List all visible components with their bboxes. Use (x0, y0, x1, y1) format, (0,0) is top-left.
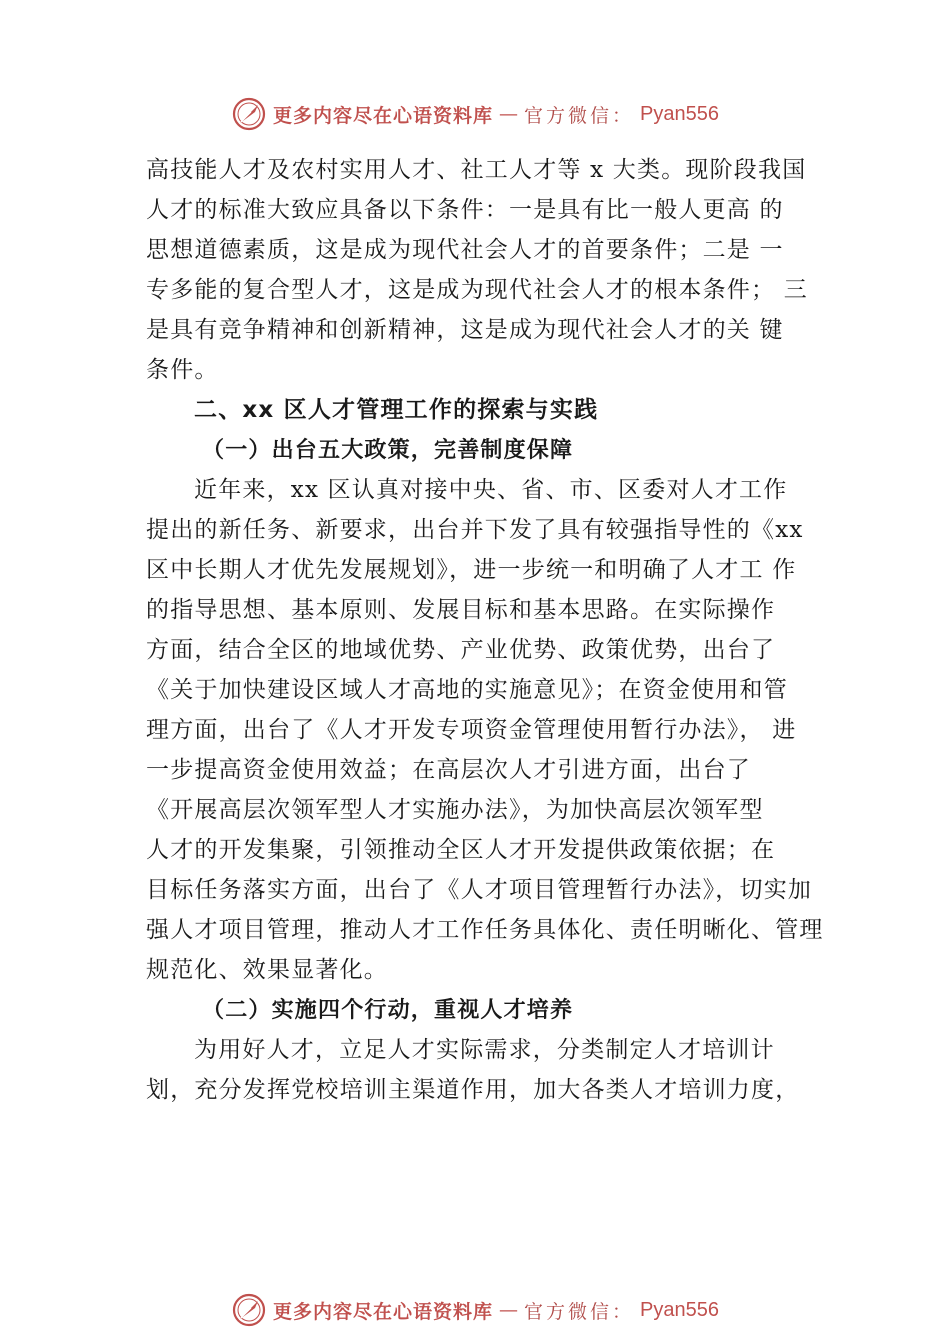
paragraph-line: 人才的标准大致应具备以下条件：一是具有比一般人更高 的 (146, 197, 784, 223)
paragraph-line: 近年来，xx 区认真对接中央、省、市、区委对人才工作 (194, 477, 788, 503)
paragraph-line: 方面，结合全区的地域优势、产业优势、政策优势，出台了 (146, 637, 776, 663)
quill-logo-icon (231, 96, 267, 132)
paragraph-line: 划，充分发挥党校培训主渠道作用，加大各类人才培训力度， (146, 1077, 800, 1103)
banner-separator: — (499, 103, 519, 125)
paragraph-line: 高技能人才及农村实用人才、社工人才等 x 大类。现阶段我国 (146, 157, 807, 183)
quill-logo-icon (231, 1292, 267, 1328)
paragraph-line: 区中长期人才优先发展规划》，进一步统一和明确了人才工 作 (146, 557, 797, 583)
section-heading: 二、xx 区人才管理工作的探索与实践 (194, 397, 599, 423)
paragraph-line: 专多能的复合型人才，这是成为现代社会人才的根本条件； 三 (146, 277, 808, 303)
banner-wechat-label: 官方微信： (524, 104, 635, 127)
paragraph-line: 一步提高资金使用效益；在高层次人才引进方面，出台了 (146, 757, 751, 783)
paragraph-line: 强人才项目管理，推动人才工作任务具体化、责任明晰化、管理 (146, 917, 824, 943)
banner-wechat-id: Pyan556 (640, 102, 719, 125)
paragraph-line: 提出的新任务、新要求，出台并下发了具有较强指导性的《xx (146, 517, 804, 543)
paragraph-line: 《开展高层次领军型人才实施办法》，为加快高层次领军型 (146, 797, 764, 823)
footer-banner (0, 1290, 950, 1330)
banner-separator: — (499, 1299, 519, 1321)
document-body (146, 150, 836, 1110)
paragraph-line: 人才的开发集聚，引领推动全区人才开发提供政策依据；在 (146, 837, 776, 863)
header-banner (0, 94, 950, 134)
paragraph-line: 《关于加快建设区域人才高地的实施意见》；在资金使用和管 (146, 677, 788, 703)
paragraph-line: 思想道德素质，这是成为现代社会人才的首要条件；二是 一 (146, 237, 784, 263)
paragraph-line: 的指导思想、基本原则、发展目标和基本思路。在实际操作 (146, 597, 776, 623)
paragraph-line: 是具有竞争精神和创新精神，这是成为现代社会人才的关 键 (146, 317, 784, 343)
paragraph-line: 目标任务落实方面，出台了《人才项目管理暂行办法》，切实加 (146, 877, 813, 903)
subsection-heading-1: （一）出台五大政策，完善制度保障 (202, 437, 574, 463)
banner-slogan: 更多内容尽在心语资料库 (273, 1300, 494, 1323)
banner-slogan: 更多内容尽在心语资料库 (273, 104, 494, 127)
subsection-heading-2: （二）实施四个行动，重视人才培养 (202, 997, 574, 1023)
paragraph-line: 条件。 (146, 357, 219, 383)
banner-wechat-label: 官方微信： (524, 1300, 635, 1323)
paragraph-line: 为用好人才，立足人才实际需求，分类制定人才培训计 (194, 1037, 775, 1063)
paragraph-line: 规范化、效果显著化。 (146, 957, 388, 983)
banner-wechat-id: Pyan556 (640, 1298, 719, 1321)
paragraph-line: 理方面，出台了《人才开发专项资金管理使用暂行办法》， 进 (146, 717, 797, 743)
